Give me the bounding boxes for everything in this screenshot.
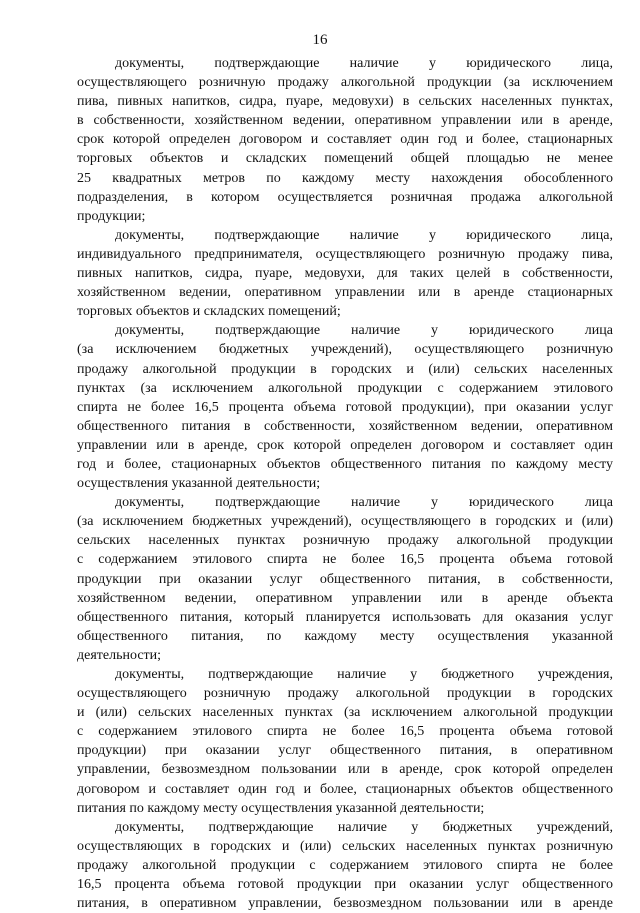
paragraph-line: пунктах (за исключением алкогольной продукции с содержанием этилового [77,380,613,396]
paragraph-line: документы, подтверждающие наличие у юридического лица [115,323,613,339]
paragraph-line: осуществления указанной деятельности; [77,476,321,492]
paragraph-line: год и более, стационарных объектов общественного питания по каждому месту [77,456,613,472]
paragraph-line: договором и составляет один год и более, стационарных объектов общественного [77,781,613,797]
paragraph-line: (за исключением бюджетных учреждений), осуществляющего розничную [77,342,613,358]
paragraph [77,493,613,665]
paragraph-line: общественного питания, который планируется использовать для оказания услуг [77,609,613,625]
paragraph-line: документы, подтверждающие наличие у юридического лица, [115,56,613,71]
paragraph-line: хозяйственном ведении, оперативном управлении или в аренде объекта [77,590,613,606]
paragraph-line: продукции; [77,208,146,224]
paragraph-line: продукции при оказании услуг общественного питания, в собственности, [77,571,613,587]
paragraph-line: индивидуального предпринимателя, осуществляющего розничную продажу пива, [77,246,613,262]
paragraph-line: продажу алкогольной продукции с содержанием этилового спирта не более [77,857,613,873]
paragraph-line: продукции) при оказании услуг общественного питания, в оперативном [77,743,613,759]
paragraph-line: документы, подтверждающие наличие у бюджетных учреждений, [115,819,613,835]
paragraph [77,818,613,913]
paragraph-line: управлении или в аренде, срок которой определен договором и составляет один [77,437,613,453]
paragraph-line: в собственности, хозяйственном ведении, оперативном управлении или в аренде, [77,113,613,129]
paragraph-line: документы, подтверждающие наличие у бюджетного учреждения, [115,667,613,682]
paragraph-line: с содержанием этилового спирта не более 16,5 процента объема готовой [77,552,613,568]
paragraph-line: 16,5 процента объема готовой продукции при оказании услуг общественного [77,877,613,893]
paragraph [77,665,613,818]
paragraph-line: с содержанием этилового спирта не более 16,5 процента объема готовой [77,724,613,740]
paragraph-line: общественного питания, по каждому месту осуществления указанной [77,628,613,644]
paragraph-line: управлении, безвозмездном пользовании или в аренде, срок которой определен [77,762,613,778]
paragraph-line: хозяйственном ведении, оперативном управлении или в аренде стационарных [77,285,613,301]
paragraph-line: срок которой определен договором и составляет один год и более, стационарных [77,132,613,148]
paragraph-line: 25 квадратных метров по каждому месту нахождения обособленного [77,170,613,186]
paragraph-line: подразделения, в котором осуществляется розничная продажа алкогольной [77,189,613,205]
paragraph-line: и (или) сельских населенных пунктах (за исключением алкогольной продукции [77,705,613,721]
paragraph-line: осуществляющих в городских и (или) сельских населенных пунктах розничную [77,838,613,854]
paragraph-line: деятельности; [77,647,162,663]
paragraph-line: (за исключением бюджетных учреждений), осуществляющего в городских и (или) [77,514,613,530]
paragraph-line: торговых объектов и складских помещений; [77,304,341,320]
document-body [77,54,613,913]
paragraph-line: общественного питания в собственности, хозяйственном ведении, оперативном [77,418,613,434]
paragraph-line: торговых объектов и складских помещений общей площадью не менее [77,151,613,167]
paragraph-line: документы, подтверждающие наличие у юридического лица [115,495,613,511]
paragraph [77,226,613,321]
paragraph-line: документы, подтверждающие наличие у юридического лица, [115,227,613,243]
paragraph-line: сельских населенных пунктах розничную продажу алкогольной продукции [77,533,613,549]
paragraph [77,321,613,493]
paragraph-line: пивных напитков, сидра, пуаре, медовухи, для таких целей в собственности, [77,266,613,282]
paragraph-line: осуществляющего розничную продажу алкогольной продукции в городских [77,686,613,702]
page-number: 16 [312,32,328,48]
paragraph-line: продажу алкогольной продукции в городских и (или) сельских населенных [77,361,613,377]
paragraph-line: осуществляющего розничную продажу алкогольной продукции (за исключением [77,75,613,91]
paragraph-line: питания по каждому месту осуществления указанной деятельности; [77,800,485,816]
paragraph-line: питания, в оперативном управлении, безвозмездном пользовании или в аренде [77,896,613,912]
paragraph-line: спирта не более 16,5 процента объема готовой продукции), при оказании услуг [77,399,613,415]
paragraph-line: пива, пивных напитков, сидра, пуаре, медовухи) в сельских населенных пунктах, [77,94,613,110]
paragraph [77,54,613,226]
